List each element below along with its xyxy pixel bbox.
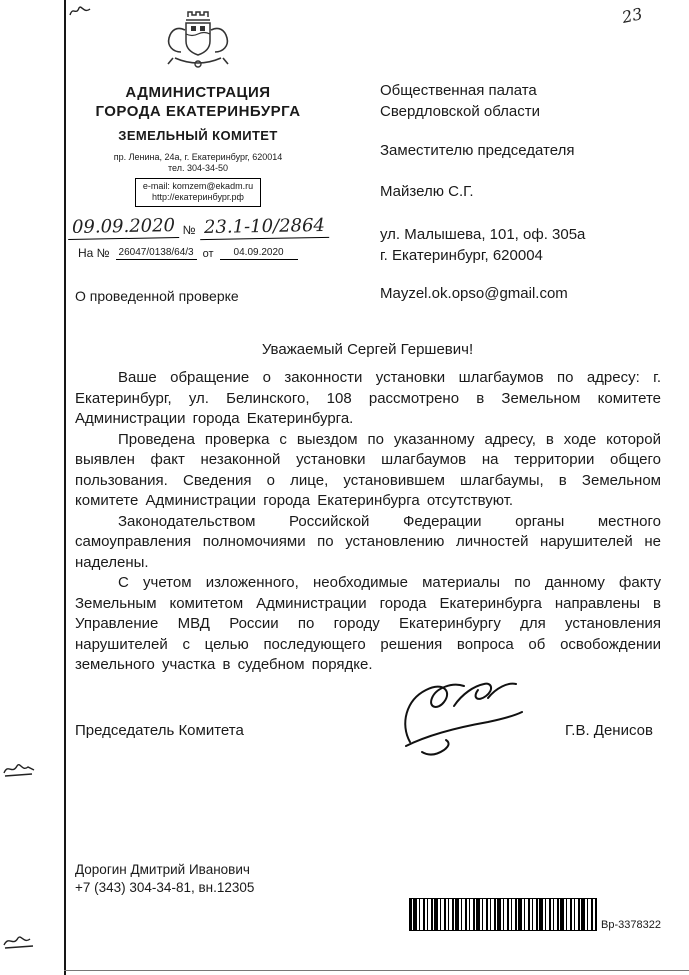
- reference-from-label: от: [202, 248, 214, 260]
- handwritten-signature-icon: [392, 672, 532, 764]
- addressee-position: Заместителю председателя: [380, 142, 575, 159]
- salutation: Уважаемый Сергей Гершевич!: [261, 341, 474, 358]
- letterhead-address: [78, 152, 318, 174]
- addressee-org-line2: Свердловской области: [380, 103, 541, 120]
- body-paragraph: Ваше обращение о законности установки шлагбаумов по адресу: г. Екатеринбург, ул. Белинского, 108 рассмотрено в Земельном комитете Администрации города Екатеринбурга.: [75, 369, 661, 427]
- executor-contact-block: [75, 861, 254, 897]
- scan-artifact-vertical-line: [64, 0, 66, 975]
- organization-name-line2: ГОРОДА ЕКАТЕРИНБУРГА: [95, 103, 301, 120]
- department-name: ЗЕМЕЛЬНЫЙ КОМИТЕТ: [118, 128, 278, 143]
- executor-phone: +7 (343) 304-34-81, вн.12305: [75, 880, 255, 895]
- letter-body: [75, 368, 661, 676]
- website-line: http://екатеринбург.рф: [152, 192, 244, 202]
- handwritten-outgoing-number: 23.1-10/2864: [199, 215, 328, 240]
- reference-row: [78, 246, 318, 260]
- signer-position-title: Председатель Комитета: [75, 722, 244, 739]
- letterhead-contact-box: [135, 178, 261, 207]
- letterhead: [71, 8, 325, 260]
- handwritten-page-number: 23: [620, 4, 645, 27]
- reference-date: 04.09.2020: [220, 247, 298, 260]
- outgoing-date-row: [71, 214, 325, 239]
- handwritten-outgoing-date: 09.09.2020: [67, 215, 178, 240]
- body-paragraph: Проведена проверка с выездом по указанному адресу, в ходе которой выявлен факт незаконной установки шлагбаумов на территории общего пользования. Сведения о лице, установившем шлагбаумы, в Земельном комитете Администрации города Екатеринбурга отсутствуют.: [75, 430, 661, 509]
- phone-line: тел. 304-34-50: [167, 163, 228, 173]
- handwritten-mark-icon: [2, 760, 36, 778]
- addressee-city: г. Екатеринбург, 620004: [380, 247, 543, 264]
- email-line: e-mail: komzem@ekadm.ru: [142, 181, 254, 191]
- addressee-email: Mayzel.ok.opso@gmail.com: [380, 285, 568, 302]
- letter-subject: О проведенной проверке: [75, 288, 239, 304]
- addressee-name: Майзелю С.Г.: [380, 183, 474, 200]
- city-coat-of-arms-icon: [161, 8, 235, 74]
- body-paragraph: С учетом изложенного, необходимые материалы по данному факту Земельным комитетом Администрации города Екатеринбурга направлены в Управление МВД России по городу Екатеринбургу для установления нарушителей с целью последующего решения вопроса об освобождении земельного участка в судебном порядке.: [75, 574, 661, 673]
- organization-name-line1: АДМИНИСТРАЦИЯ: [125, 84, 271, 101]
- signer-name: Г.В. Денисов: [565, 722, 653, 739]
- document-registration-code: Вр-3378322: [601, 919, 661, 931]
- handwritten-mark-icon: [2, 933, 36, 951]
- addressee-block: [380, 80, 660, 304]
- addressee-street: ул. Малышева, 101, оф. 305а: [380, 226, 586, 243]
- executor-name: Дорогин Дмитрий Иванович: [75, 862, 250, 877]
- scan-artifact-bottom-line: [64, 970, 689, 971]
- body-paragraph: Законодательством Российской Федерации органы местного самоуправления полномочиями по установлению личностей нарушителей не наделены.: [75, 512, 661, 571]
- reference-number: 26047/0138/64/3: [116, 247, 197, 260]
- address-line: пр. Ленина, 24а, г. Екатеринбург, 620014: [113, 152, 283, 162]
- reference-label: На №: [78, 246, 110, 260]
- number-sign-label: №: [182, 223, 196, 237]
- addressee-org-line1: Общественная палата: [380, 82, 537, 99]
- document-barcode: [410, 899, 596, 930]
